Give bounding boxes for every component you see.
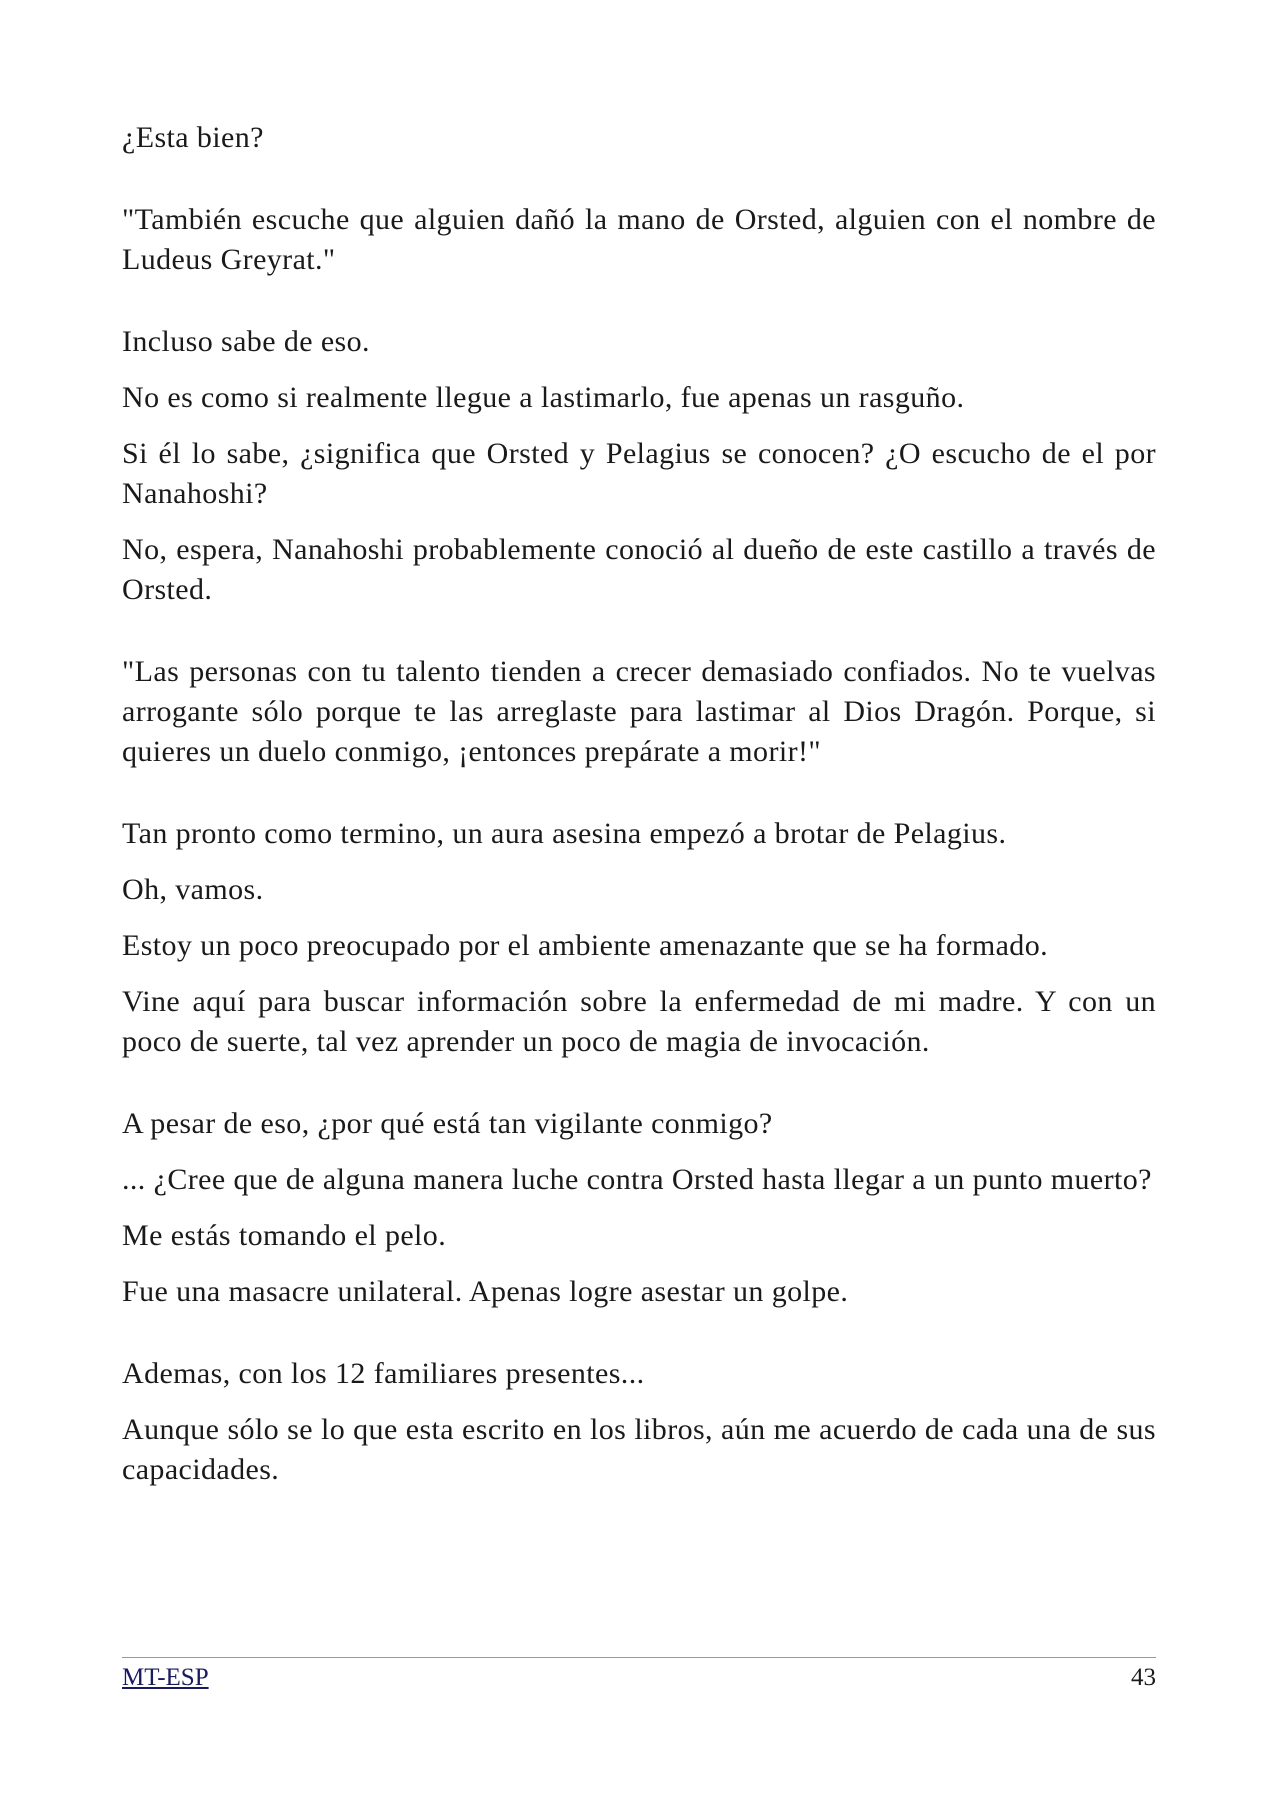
page-number: 43 bbox=[1131, 1664, 1156, 1691]
paragraph: Incluso sabe de eso. bbox=[122, 325, 370, 358]
paragraph: ¿Esta bien? bbox=[122, 121, 264, 154]
paragraph: No es como si realmente llegue a lastimarlo, fue apenas un rasguño. bbox=[122, 381, 965, 414]
paragraph: ... ¿Cree que de alguna manera luche contra Orsted hasta llegar a un punto muerto? bbox=[122, 1163, 1152, 1196]
paragraph: Ademas, con los 12 familiares presentes... bbox=[122, 1357, 645, 1390]
paragraph: Vine aquí para buscar información sobre la enfermedad de mi madre. Y con un poco de suerte, tal vez aprender un poco de magia de invocación. bbox=[122, 985, 1156, 1058]
paragraph: "También escuche que alguien dañó la mano de Orsted, alguien con el nombre de Ludeus Greyrat." bbox=[122, 203, 1156, 276]
paragraph: Tan pronto como termino, un aura asesina empezó a brotar de Pelagius. bbox=[122, 817, 1007, 850]
paragraph: Me estás tomando el pelo. bbox=[122, 1219, 447, 1252]
paragraph: Aunque sólo se lo que esta escrito en los libros, aún me acuerdo de cada una de sus capacidades. bbox=[122, 1413, 1156, 1486]
paragraph: A pesar de eso, ¿por qué está tan vigilante conmigo? bbox=[122, 1107, 773, 1140]
paragraph: Estoy un poco preocupado por el ambiente amenazante que se ha formado. bbox=[122, 929, 1048, 962]
paragraph: Si él lo sabe, ¿significa que Orsted y Pelagius se conocen? ¿O escucho de el por Nanahoshi? bbox=[122, 437, 1156, 510]
paragraph: Fue una masacre unilateral. Apenas logre asestar un golpe. bbox=[122, 1275, 849, 1308]
paragraph: "Las personas con tu talento tienden a crecer demasiado confiados. No te vuelvas arrogante sólo porque te las arreglaste para lastimar al Dios Dragón. Porque, si quieres un duelo conmigo, ¡entonces prepárate a morir!" bbox=[122, 655, 1156, 768]
paragraph: No, espera, Nanahoshi probablemente conoció al dueño de este castillo a través de Orsted. bbox=[122, 533, 1156, 606]
page-footer bbox=[122, 1657, 1156, 1693]
page-body bbox=[122, 118, 1156, 1490]
paragraph: Oh, vamos. bbox=[122, 873, 264, 906]
footer-site-link[interactable]: MT-ESP bbox=[122, 1664, 209, 1691]
